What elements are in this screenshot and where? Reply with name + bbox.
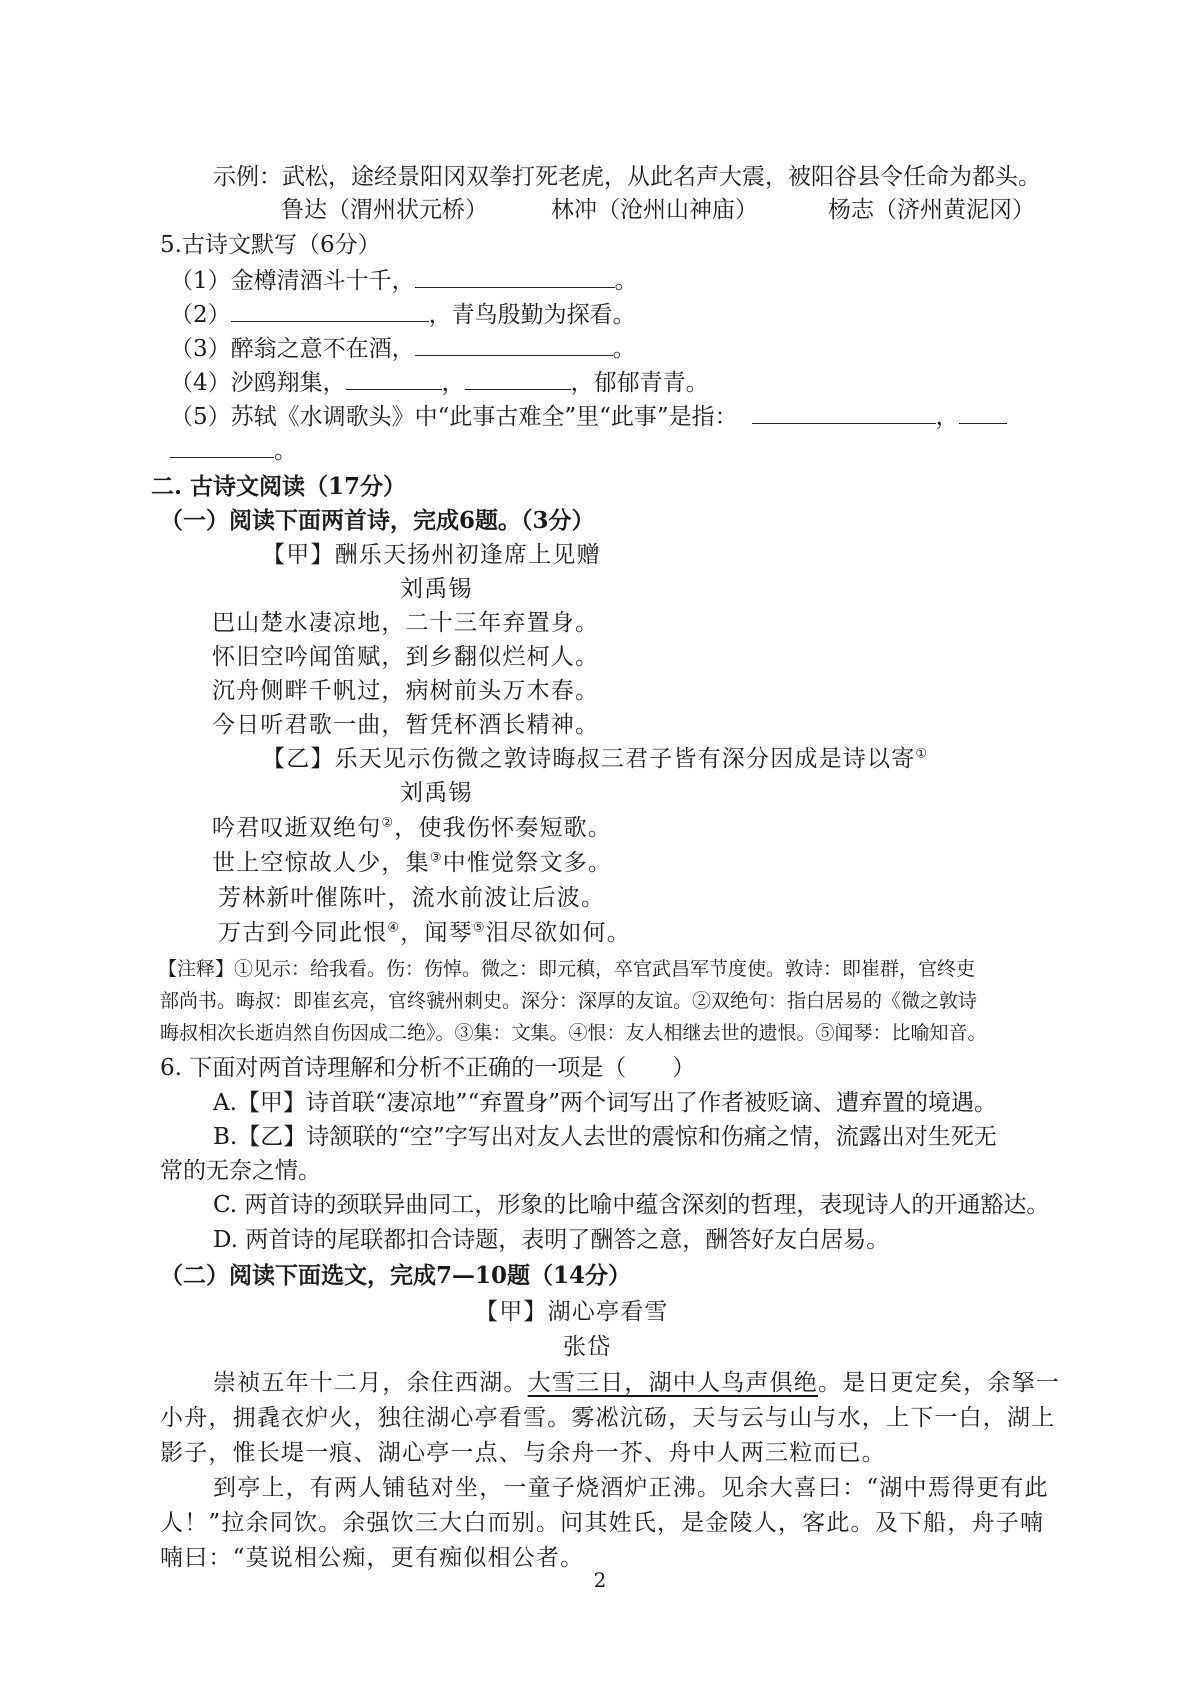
q5-item-3 [170,333,636,364]
q5-item-4-end: ，郁郁青青。 [570,370,709,396]
poem-b-line-2 [212,848,612,878]
poem-b-line-4b: ，闻琴 [400,920,473,946]
prose-a-para-1b: 。是日更定矣，余拏一 [818,1370,1061,1396]
prose-a-line-2: 小舟，拥毳衣炉火，独往湖心亭看雪。雾凇沆砀，天与云与山与水，上下一白，湖上 [160,1405,1056,1431]
prose-a-line-3: 影子，惟长堤一痕、湖心亭一点、与余舟一芥、舟中人两三粒而已。 [160,1440,886,1466]
q6-option-c: C. 两首诗的颈联异曲同工，形象的比喻中蕴含深刻的哲理，表现诗人的开通豁达。 [213,1192,1050,1218]
q5-item-1-end: 。 [614,268,638,294]
blank-4a[interactable] [346,367,442,390]
notes-line-2: 部尚书。晦叔：即崔玄亮，官终虢州刺史。深分：深厚的友谊。②双绝句：指白居易的《微之敦诗 [160,990,978,1012]
q5-item-5-text: （5）苏轼《水调歌头》中“此事古难全”里“此事”是指： [170,404,738,430]
blank-2[interactable] [231,299,429,322]
option-yangzhi: 杨志（济州黄泥冈） [828,197,1035,223]
poem-b-title [262,744,928,774]
prose-a-para-2: 到亭上，有两人铺毡对坐，一童子烧酒炉正沸。见余大喜曰：“湖中焉得更有此 [213,1475,1049,1501]
poem-b-line-4 [218,918,631,948]
poem-b-line-3: 芳林新叶催陈叶，流水前波让后波。 [218,885,606,911]
q5-item-4 [170,367,709,398]
page-number: 2 [593,1568,607,1592]
poem-b-line-2b: 中惟觉祭文多。 [442,850,613,876]
poem-a-line-4: 今日听君歌一曲，暂凭杯酒长精神。 [212,712,600,738]
q5-item-4-text: （4）沙鸥翔集， [170,370,346,396]
note-ref-4: ④ [387,920,401,936]
part1-title: （一）阅读下面两首诗，完成6题。（3分） [160,507,595,534]
part2-title: （二）阅读下面选文，完成7—10题（14分） [160,1262,632,1289]
prose-a-para-1 [213,1368,1060,1398]
q5-title: 5.古诗文默写（6分） [160,232,381,258]
poem-b-author: 刘禹锡 [400,780,473,806]
note-ref-3: ③ [429,850,443,866]
blank-5b[interactable] [959,401,1007,424]
option-linchong: 林冲（沧州山神庙） [551,197,758,223]
poem-b-title-text: 【乙】乐天见示伤微之敦诗晦叔三君子皆有深分因成是诗以寄 [262,746,916,772]
prose-a-title: 【甲】湖心亭看雪 [475,1299,669,1325]
q5-item-4-comma: ， [441,370,465,396]
q5-item-2-text: （2） [170,302,231,328]
blank-4b[interactable] [465,367,571,390]
blank-5b-cont[interactable] [170,435,274,458]
note-ref-1: ① [915,746,929,762]
prose-a-para-1a: 崇祯五年十二月，余住西湖。 [213,1370,528,1396]
q5-item-2 [170,299,636,330]
q5-item-3-end: 。 [612,336,636,362]
blank-5a[interactable] [752,401,936,424]
poem-a-author: 刘禹锡 [400,576,473,602]
q5-item-5-end: 。 [274,438,297,464]
prose-a-author: 张岱 [563,1334,612,1360]
notes-line-3: 晦叔相次长逝岿然自伤因成二绝》。③集：文集。④恨：友人相继去世的遗恨。⑤闻琴：比喻知音。 [160,1022,987,1044]
blank-1[interactable] [415,265,615,288]
q6-option-a: A.【甲】诗首联“凄凉地”“弃置身”两个词写出了作者被贬谪、遭弃置的境遇。 [213,1090,997,1116]
example-line: 示例：武松，途经景阳冈双拳打死老虎，从此名声大震，被阳谷县令任命为都头。 [213,164,1041,190]
q5-item-5-comma: ， [935,404,959,430]
q5-item-5-cont [170,435,297,466]
poem-a-line-2: 怀旧空吟闻笛赋，到乡翻似烂柯人。 [212,644,600,670]
q6-option-d: D. 两首诗的尾联都扣合诗题，表明了酬答之意，酬答好友白居易。 [213,1227,890,1253]
poem-b-line-1b: ，使我伤怀奏短歌。 [394,815,613,841]
blank-3[interactable] [415,333,613,356]
poem-b-line-1a: 吟君叹逝双绝句 [212,815,382,841]
q5-item-2-end: ，青鸟殷勤为探看。 [428,302,636,328]
q6-option-b: B.【乙】诗颔联的“空”字写出对友人去世的震惊和伤痛之情，流露出对生死无 [213,1124,997,1150]
poem-b-line-4c: 泪尽欲如何。 [485,920,631,946]
poem-b-line-4a: 万古到今同此恨 [218,920,388,946]
poem-a-line-3: 沉舟侧畔千帆过，病树前头万木春。 [212,678,600,704]
q5-item-3-text: （3）醉翁之意不在酒， [170,336,415,362]
option-luda: 鲁达（渭州状元桥） [281,197,488,223]
note-ref-2: ② [381,815,395,831]
underlined-sentence: 大雪三日，湖中人鸟声俱绝 [527,1370,819,1396]
notes-line-1: 【注释】①见示：给我看。伤：伤悼。微之：即元稹，卒官武昌军节度使。敦诗：即崔群，官终吏 [158,958,976,980]
poem-b-line-1 [212,813,612,843]
poem-b-line-2a: 世上空惊故人少，集 [212,850,430,876]
q5-item-1 [170,265,638,296]
q6-option-b-cont: 常的无奈之情。 [160,1158,321,1184]
section2-title: 二. 古诗文阅读（17分） [151,473,407,500]
q5-item-1-text: （1）金樽清酒斗十千， [170,268,415,294]
prose-a-line-6: 喃曰：“莫说相公痴，更有痴似相公者。 [160,1545,585,1571]
q5-item-5 [170,401,1007,432]
poem-a-line-1: 巴山楚水凄凉地，二十三年弃置身。 [212,610,600,636]
poem-a-title: 【甲】酬乐天扬州初逢席上见赠 [262,542,601,568]
note-ref-5: ⑤ [472,920,486,936]
q6-stem: 6. 下面对两首诗理解和分析不正确的一项是（ ） [160,1055,696,1081]
prose-a-line-5: 人！”拉余同饮。余强饮三大白而别。问其姓氏，是金陵人，客此。及下船，舟子喃 [160,1510,1045,1536]
